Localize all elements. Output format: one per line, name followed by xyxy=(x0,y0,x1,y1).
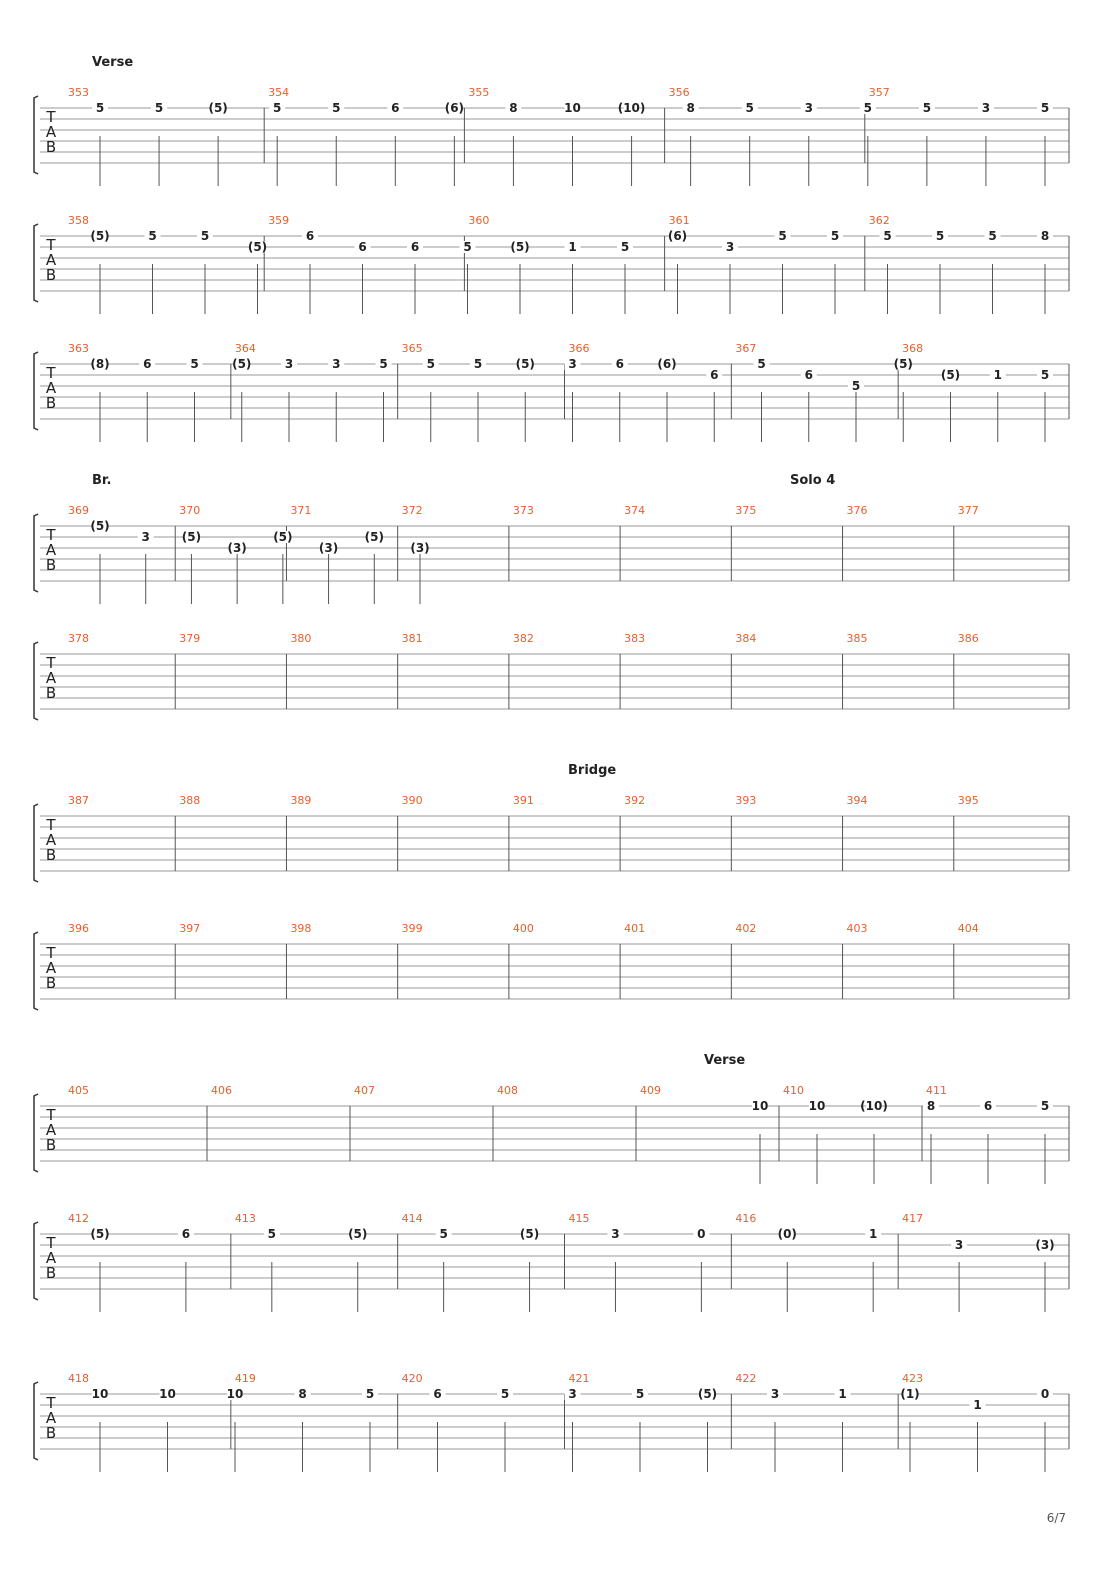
bar-number: 404 xyxy=(957,922,979,935)
section-label: Br. xyxy=(92,473,112,488)
fret-number: 1 xyxy=(568,240,577,254)
bar-number: 408 xyxy=(497,1084,518,1097)
fret-number: (0) xyxy=(777,1227,797,1241)
fret-number: 3 xyxy=(804,101,813,115)
fret-number: (5) xyxy=(510,240,530,254)
bar-number: 413 xyxy=(234,1212,256,1225)
fret-number: (5) xyxy=(273,530,293,544)
system-bracket xyxy=(34,642,38,720)
fret-number: 3 xyxy=(284,357,294,371)
fret-number: 6 xyxy=(410,240,420,254)
fret-number: 5 xyxy=(200,229,210,243)
tab-clef-letter: B xyxy=(45,1424,57,1442)
tab-clef-letter: A xyxy=(45,1121,57,1139)
tab-clef-letter: A xyxy=(45,123,57,141)
fret-number: (5) xyxy=(90,1227,110,1241)
bar-number: 396 xyxy=(68,922,89,935)
bar-number: 360 xyxy=(468,214,490,227)
fret-number: 5 xyxy=(1040,1099,1050,1113)
system-bracket xyxy=(34,1094,38,1172)
bar-number: 392 xyxy=(624,794,646,807)
fret-number: 5 xyxy=(935,229,945,243)
fret-number: 3 xyxy=(141,530,150,544)
tab-clef-letter: B xyxy=(45,556,57,574)
bar-number: 366 xyxy=(568,342,590,355)
bar-number: 382 xyxy=(512,632,534,645)
fret-number: (3) xyxy=(318,541,339,555)
bar-number: 388 xyxy=(179,794,201,807)
bar-number: 395 xyxy=(957,794,979,807)
tab-system xyxy=(34,632,1069,720)
bar-number: 409 xyxy=(640,1084,661,1097)
bar-number: 390 xyxy=(401,794,423,807)
bar-number: 370 xyxy=(179,504,201,517)
fret-number: 1 xyxy=(993,368,1002,382)
bar-number: 416 xyxy=(735,1212,757,1225)
fret-number: 3 xyxy=(332,357,341,371)
fret-number: 0 xyxy=(1040,1387,1050,1401)
tab-clef-letter: B xyxy=(45,684,57,702)
fret-number: 5 xyxy=(620,240,630,254)
tab-system xyxy=(34,1212,1069,1312)
fret-number: 1 xyxy=(973,1398,982,1412)
tab-clef-letter: A xyxy=(45,831,57,849)
tab-system xyxy=(34,1372,1069,1472)
page-number: 6/7 xyxy=(1046,1511,1066,1525)
bar-number: 406 xyxy=(211,1084,232,1097)
fret-number: 10 xyxy=(751,1099,769,1113)
fret-number: (5) xyxy=(348,1227,368,1241)
tab-clef-letter: T xyxy=(46,526,56,544)
fret-number: 5 xyxy=(426,357,435,371)
fret-number: 8 xyxy=(298,1387,307,1401)
fret-number: 5 xyxy=(439,1227,448,1241)
fret-number: (5) xyxy=(515,357,535,371)
fret-number: 0 xyxy=(697,1227,706,1241)
bar-number: 385 xyxy=(846,632,868,645)
bar-number: 377 xyxy=(957,504,979,517)
fret-number: 6 xyxy=(391,101,400,115)
bar-number: 378 xyxy=(68,632,89,645)
bar-number: 367 xyxy=(735,342,757,355)
bar-number: 356 xyxy=(668,86,690,99)
bar-number: 364 xyxy=(234,342,256,355)
fret-number: (5) xyxy=(519,1227,540,1241)
tab-clef-letter: A xyxy=(45,379,57,397)
bar-number: 414 xyxy=(401,1212,423,1225)
bar-number: 387 xyxy=(68,794,89,807)
fret-number: 10 xyxy=(226,1387,244,1401)
bar-number: 400 xyxy=(512,922,534,935)
fret-number: 5 xyxy=(988,229,997,243)
tab-clef-letter: T xyxy=(46,364,56,382)
fret-number: 10 xyxy=(564,101,581,115)
fret-number: 10 xyxy=(159,1387,176,1401)
fret-number: (1) xyxy=(900,1387,920,1401)
fret-number: (5) xyxy=(181,530,202,544)
tab-clef-letter: A xyxy=(45,251,57,269)
tab-clef-letter: B xyxy=(45,846,57,864)
fret-number: (5) xyxy=(364,530,384,544)
bar-number: 418 xyxy=(68,1372,89,1385)
fret-number: (10) xyxy=(617,101,646,115)
fret-number: (6) xyxy=(444,101,465,115)
fret-number: 6 xyxy=(710,368,719,382)
bar-number: 401 xyxy=(624,922,646,935)
bar-number: 374 xyxy=(624,504,646,517)
system-bracket xyxy=(34,804,38,882)
bar-number: 399 xyxy=(401,922,423,935)
fret-number: (3) xyxy=(1035,1238,1055,1252)
fret-number: (5) xyxy=(893,357,913,371)
bar-number: 355 xyxy=(468,86,490,99)
bar-number: 361 xyxy=(668,214,690,227)
system-bracket xyxy=(34,514,38,592)
tab-clef-letter: T xyxy=(46,816,56,834)
bar-number: 398 xyxy=(290,922,312,935)
bar-number: 403 xyxy=(846,922,868,935)
bar-number: 402 xyxy=(735,922,757,935)
fret-number: 6 xyxy=(305,229,315,243)
bar-number: 391 xyxy=(512,794,534,807)
fret-number: 8 xyxy=(686,101,695,115)
fret-number: 5 xyxy=(1040,368,1050,382)
fret-number: 6 xyxy=(804,368,813,382)
tab-system xyxy=(34,922,1069,1010)
bar-number: 365 xyxy=(401,342,423,355)
bar-number: 411 xyxy=(926,1084,947,1097)
fret-number: 3 xyxy=(611,1227,620,1241)
tab-system xyxy=(34,214,1069,314)
bar-number: 369 xyxy=(68,504,89,517)
tab-system xyxy=(34,763,1069,882)
system-bracket xyxy=(34,1222,38,1300)
bar-number: 359 xyxy=(268,214,290,227)
fret-number: 6 xyxy=(181,1227,191,1241)
fret-number: 3 xyxy=(568,357,577,371)
fret-number: 8 xyxy=(926,1099,936,1113)
fret-number: 5 xyxy=(95,101,105,115)
bar-number: 422 xyxy=(735,1372,757,1385)
bar-number: 380 xyxy=(290,632,312,645)
fret-number: 8 xyxy=(509,101,518,115)
tab-clef-letter: A xyxy=(45,669,57,687)
fret-number: 5 xyxy=(830,229,840,243)
fret-number: 3 xyxy=(725,240,735,254)
bar-number: 397 xyxy=(179,922,201,935)
tab-system xyxy=(34,342,1069,442)
fret-number: (8) xyxy=(90,357,110,371)
tab-clef-letter: B xyxy=(45,394,57,412)
fret-number: 6 xyxy=(615,357,624,371)
fret-number: 5 xyxy=(863,101,872,115)
fret-number: 3 xyxy=(568,1387,577,1401)
tab-clef-letter: A xyxy=(45,1249,57,1267)
tab-clef-letter: T xyxy=(46,654,56,672)
fret-number: (5) xyxy=(940,368,961,382)
section-label: Bridge xyxy=(568,763,617,778)
fret-number: 1 xyxy=(838,1387,847,1401)
fret-number: 6 xyxy=(983,1099,993,1113)
fret-number: 6 xyxy=(358,240,367,254)
section-label: Verse xyxy=(704,1053,746,1068)
fret-number: 5 xyxy=(635,1387,645,1401)
bar-number: 393 xyxy=(735,794,757,807)
fret-number: 5 xyxy=(1040,101,1050,115)
tab-clef-letter: T xyxy=(46,236,56,254)
fret-number: (3) xyxy=(410,541,430,555)
tab-clef-letter: T xyxy=(46,1234,56,1252)
system-bracket xyxy=(34,1382,38,1460)
fret-number: (5) xyxy=(247,240,268,254)
fret-number: 5 xyxy=(757,357,766,371)
fret-number: 5 xyxy=(922,101,932,115)
fret-number: 5 xyxy=(273,101,282,115)
bar-number: 412 xyxy=(68,1212,89,1225)
bar-number: 383 xyxy=(624,632,646,645)
fret-number: 5 xyxy=(851,379,861,393)
tab-clef-letter: T xyxy=(46,1394,56,1412)
bar-number: 373 xyxy=(512,504,534,517)
tab-clef-letter: B xyxy=(45,138,57,156)
bar-number: 362 xyxy=(868,214,890,227)
tab-systems xyxy=(34,55,1069,1472)
bar-number: 357 xyxy=(868,86,890,99)
bar-number: 420 xyxy=(401,1372,423,1385)
tab-clef-letter: B xyxy=(45,1264,57,1282)
fret-number: 5 xyxy=(463,240,472,254)
fret-number: 1 xyxy=(869,1227,878,1241)
fret-number: (5) xyxy=(697,1387,718,1401)
fret-number: 10 xyxy=(808,1099,826,1113)
bar-number: 415 xyxy=(568,1212,590,1225)
fret-number: 10 xyxy=(91,1387,109,1401)
bar-number: 423 xyxy=(902,1372,924,1385)
fret-number: 6 xyxy=(143,357,152,371)
system-bracket xyxy=(34,224,38,302)
bar-number: 358 xyxy=(68,214,89,227)
fret-number: (6) xyxy=(657,357,677,371)
bar-number: 379 xyxy=(179,632,201,645)
fret-number: 3 xyxy=(770,1387,780,1401)
bar-number: 371 xyxy=(290,504,312,517)
fret-number: 5 xyxy=(473,357,483,371)
tab-system xyxy=(34,1053,1069,1184)
bar-number: 389 xyxy=(290,794,312,807)
tab-clef-letter: T xyxy=(46,108,56,126)
bar-number: 368 xyxy=(902,342,924,355)
fret-number: 5 xyxy=(500,1387,510,1401)
fret-number: 3 xyxy=(954,1238,964,1252)
fret-number: 5 xyxy=(778,229,787,243)
fret-number: 6 xyxy=(433,1387,442,1401)
section-label: Verse xyxy=(92,55,134,70)
bar-number: 405 xyxy=(68,1084,89,1097)
bar-number: 419 xyxy=(234,1372,256,1385)
tab-system xyxy=(34,55,1069,186)
tab-clef-letter: A xyxy=(45,959,57,977)
fret-number: (5) xyxy=(90,229,110,243)
tab-clef-letter: A xyxy=(45,1409,57,1427)
tab-clef-letter: B xyxy=(45,266,57,284)
system-bracket xyxy=(34,352,38,430)
fret-number: 5 xyxy=(365,1387,375,1401)
fret-number: (3) xyxy=(227,541,247,555)
fret-number: (5) xyxy=(208,101,228,115)
tab-clef-letter: T xyxy=(46,944,56,962)
bar-number: 386 xyxy=(957,632,979,645)
fret-number: 5 xyxy=(190,357,199,371)
bar-number: 421 xyxy=(568,1372,590,1385)
fret-number: 8 xyxy=(1040,229,1050,243)
bar-number: 376 xyxy=(846,504,868,517)
fret-number: 5 xyxy=(332,101,341,115)
bar-number: 410 xyxy=(783,1084,804,1097)
fret-number: 5 xyxy=(154,101,164,115)
fret-number: (5) xyxy=(232,357,252,371)
bar-number: 417 xyxy=(902,1212,924,1225)
fret-number: (10) xyxy=(860,1099,888,1113)
system-bracket xyxy=(34,932,38,1010)
fret-number: 5 xyxy=(745,101,754,115)
bar-number: 381 xyxy=(401,632,423,645)
bar-number: 407 xyxy=(354,1084,375,1097)
fret-number: (5) xyxy=(90,519,110,533)
fret-number: 5 xyxy=(379,357,388,371)
tab-clef-letter: T xyxy=(46,1106,56,1124)
bar-number: 384 xyxy=(735,632,757,645)
bar-number: 354 xyxy=(268,86,290,99)
section-label: Solo 4 xyxy=(790,473,836,488)
fret-number: 3 xyxy=(981,101,991,115)
fret-number: 5 xyxy=(148,229,157,243)
tab-clef-letter: B xyxy=(45,974,57,992)
system-bracket xyxy=(34,96,38,174)
bar-number: 353 xyxy=(68,86,89,99)
bar-number: 363 xyxy=(68,342,89,355)
bar-number: 394 xyxy=(846,794,868,807)
tab-system xyxy=(34,473,1069,604)
fret-number: (6) xyxy=(667,229,688,243)
fret-number: 5 xyxy=(883,229,892,243)
tab-clef-letter: A xyxy=(45,541,57,559)
fret-number: 5 xyxy=(267,1227,276,1241)
bar-number: 375 xyxy=(735,504,757,517)
tab-clef-letter: B xyxy=(45,1136,57,1154)
bar-number: 372 xyxy=(401,504,423,517)
